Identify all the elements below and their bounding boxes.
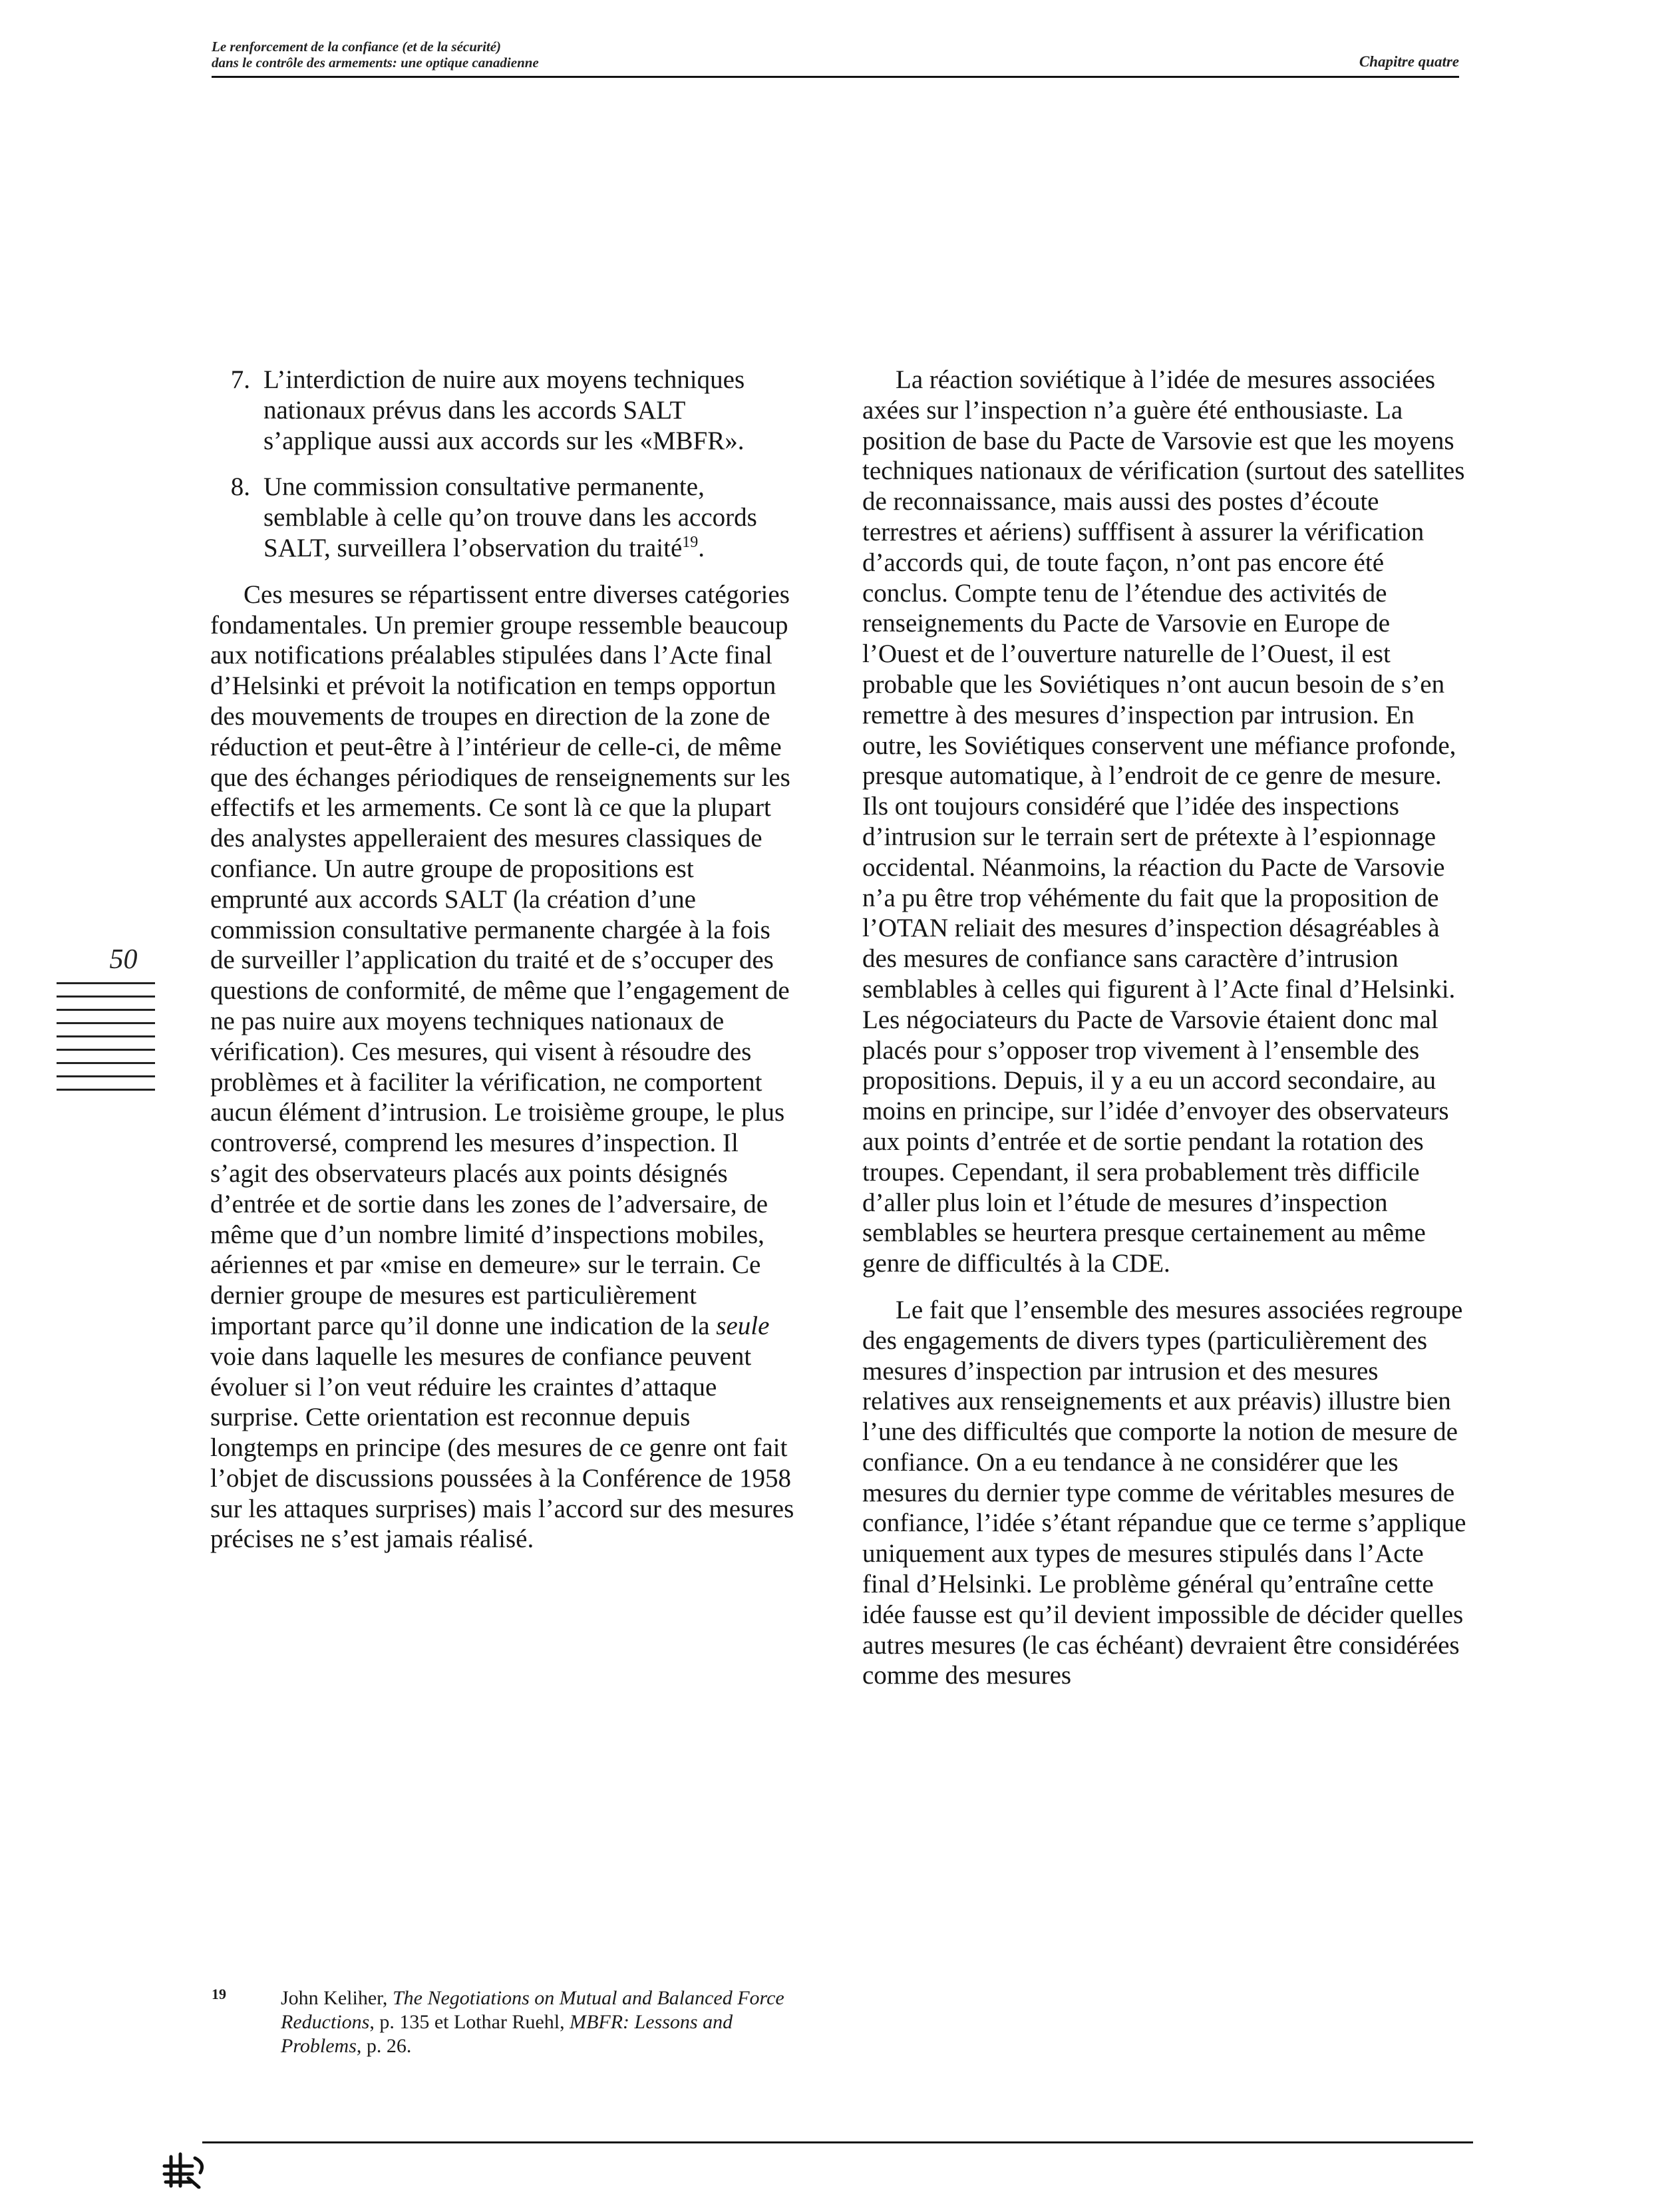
header-rule (212, 76, 1459, 78)
header-book-title (212, 39, 539, 71)
footnote-mid: , p. 135 et Lothar Ruehl, (369, 2011, 570, 2033)
list-text: L’interdiction de nuire aux moyens techniques nationaux prévus dans les accords SALT s’applique aussi aux accords sur les «MBFR». (263, 365, 745, 455)
footnote-ref: 19 (682, 533, 699, 551)
footnote-end: , p. 26. (356, 2035, 412, 2057)
footnote-title: The Negotiations on Mutual and Balanced Force Reductions (281, 1987, 784, 2033)
footnote-title: MBFR: Lessons and Problems (281, 2011, 733, 2057)
paragraph-part: voie dans laquelle les mesures de confiance peuvent évoluer si l’on veut réduire les craintes d’attaque surprise. Cette orientation est reconnue depuis longtemps en principe (des mesures de ce genre ont fait l’objet de discussions poussées à la Conférence de 1958 sur les attaques surprises) mais l’accord sur des mesures précises ne s’est jamais réalisé. (210, 1342, 794, 1554)
list-item-8 (210, 472, 796, 563)
body-paragraph: La réaction soviétique à l’idée de mesures associées axées sur l’inspection n’a guère été enthousiaste. La position de base du Pacte de Varsovie est que les moyens techniques nationaux de vérification (surtout des satellites de reconnaissance, mais aussi des postes d’écoute terrestres et aériens) sufffisent à assurer la vérification d’accords qui, de toute façon, n’ont pas encore été conclus. Compte tenu de l’étendue des activités de renseignements du Pacte de Varsovie en Europe de l’Ouest et de l’ouverture naturelle de l’Ouest, il est probable que les Soviétiques n’ont aucun besoin de s’en remettre à des mesures d’inspection par intrusion. En outre, les Soviétiques conservent une méfiance profonde, presque automatique, à l’endroit de ce genre de mesure. Ils ont toujours considéré que l’idée des inspections d’intrusion sur le terrain sert de prétexte à l’espionnage occidental. Néanmoins, la réaction du Pacte de Varsovie n’a pu être trop véhémente du fait que la proposition de l’OTAN reliait des mesures d’inspection désagréables à des mesures de confiance sans caractère d’intrusion semblables à celles qui figurent à l’Acte final d’Helsinki. Les négociateurs du Pacte de Varsovie étaient donc mal placés pour s’opposer trop vivement à l’ensemble des propositions. Depuis, il y a eu un accord secondaire, au moins en principe, sur l’idée d’envoyer des observateurs aux points d’entrée et de sortie pendant la rotation des troupes. Cependant, il sera probablement très difficile d’aller plus loin et l’étude de mesures d’inspection semblables se heurtera presque certainement au même genre de difficultés à la CDE. (862, 365, 1465, 1278)
margin-rules (57, 982, 155, 1102)
header-chapter: Chapitre quatre (1359, 53, 1459, 70)
footnote-text (212, 1986, 810, 2058)
page-number: 50 (109, 944, 138, 975)
left-column (210, 365, 796, 1554)
header-title-line2: dans le contrôle des armements: une optique canadienne (212, 55, 539, 71)
list-text (263, 472, 796, 563)
footer-rule (202, 2141, 1473, 2143)
right-column (862, 365, 1471, 1691)
body-paragraph: Le fait que l’ensemble des mesures associées regroupe des engagements de divers types (particulièrement des mesures d’inspection par intrusion et des mesures relatives aux renseignements et aux préavis) illustre bien l’une des difficultés que comporte la notion de mesure de confiance. On a eu tendance à ne considérer que les mesures du dernier type comme de véritables mesures de confiance, l’idée s’étant répandue que ce terme s’applique uniquement aux types de mesures stipulés dans l’Acte final d’Helsinki. Le problème général qu’entraîne cette idée fausse est qu’il devient impossible de décider quelles autres mesures (le cas échéant) devraient être considérées comme des mesures (862, 1295, 1466, 1690)
emphasis: seule (716, 1311, 770, 1340)
list-text-body: Une commission consultative permanente, semblable à celle qu’on trouve dans les accords SALT, surveillera l’observation du traité (263, 472, 757, 562)
list-item-7 (210, 365, 796, 456)
list-number: 8. (230, 472, 250, 502)
footnote-author: John Keliher, (281, 1987, 393, 2009)
paragraph-part: Ces mesures se répartissent entre diverses catégories fondamentales. Un premier groupe ressemble beaucoup aux notifications préalables stipulées dans l’Acte final d’Helsinki et prévoit la notification en temps opportun des mouvements de troupes en direction de la zone de réduction et peut-être à l’intérieur de celle-ci, de même que des échanges périodiques de renseignements sur les effectifs et les armements. Ce sont là ce que la plupart des analystes appelleraient des mesures classiques de confiance. Un autre groupe de propositions est emprunté aux accords SALT (la création d’une commission consultative permanente chargée à la fois de surveiller l’application du traité et de s’occuper des questions de conformité, de même que l’engagement de ne pas nuire aux moyens techniques nationaux de vérification). Ces mesures, qui visent à résoudre des problèmes et à faciliter la vérification, ne comportent aucun élément d’intrusion. Le troisième groupe, le plus controversé, comprend les mesures d’inspection. Il s’agit des observateurs placés aux points désignés d’entrée et de sortie dans les zones de l’adversaire, de même que d’un nombre limité d’inspections mobiles, aériennes et par «mise en demeure» sur le terrain. Ce dernier groupe de mesures est particulièrement important parce qu’il donne une indication de la (210, 580, 790, 1340)
body-paragraph (210, 580, 796, 1555)
list-number: 7. (230, 365, 250, 394)
publisher-logo-icon (162, 2151, 222, 2189)
footnote (212, 1986, 810, 2058)
running-header (212, 39, 1459, 79)
list-text-tail: . (698, 533, 705, 562)
header-title-line1: Le renforcement de la confiance (et de la sécurité) (212, 39, 502, 55)
footnote-mark: 19 (212, 1986, 226, 2002)
